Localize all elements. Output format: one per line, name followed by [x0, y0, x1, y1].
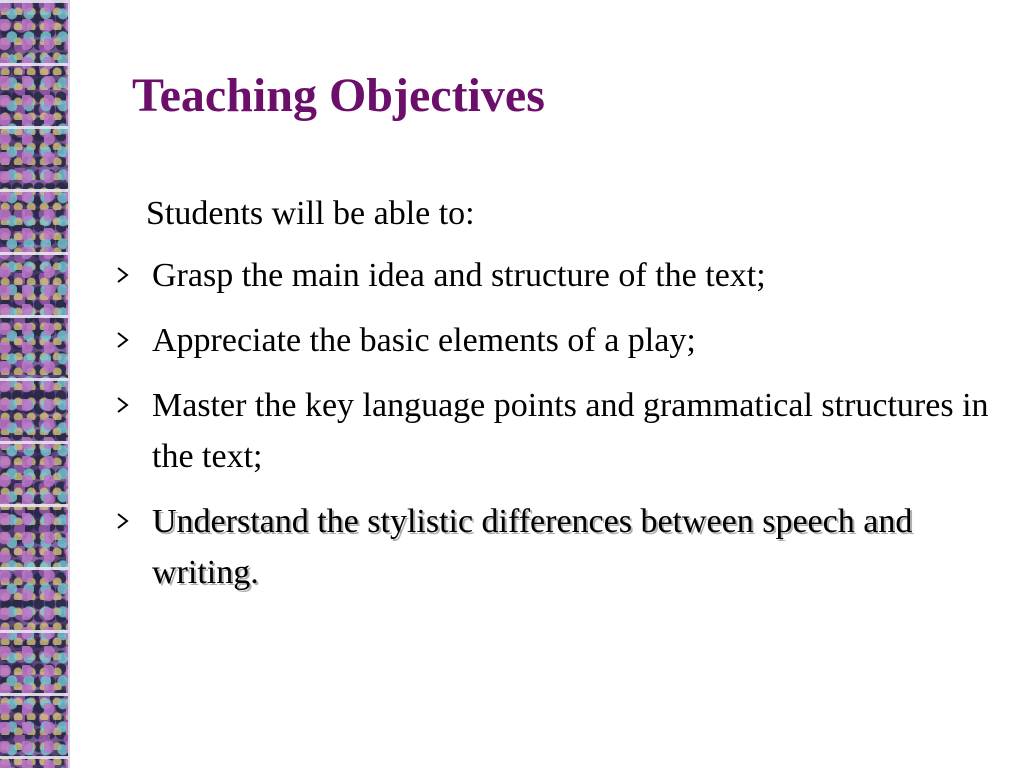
- list-item-text: Grasp the main idea and structure of the text;: [152, 257, 766, 294]
- chevron-right-icon: [112, 510, 134, 532]
- decorative-side-strip: [0, 0, 68, 768]
- list-item: [112, 315, 1002, 366]
- slide-title: Teaching Objectives: [132, 69, 545, 122]
- side-strip-divider: [68, 0, 70, 768]
- list-item: [112, 250, 1002, 301]
- chevron-right-icon: [112, 329, 134, 351]
- list-item-text: Understand the stylistic differences between speech and writing.: [152, 503, 913, 591]
- list-item: [112, 380, 1002, 482]
- list-item-text: Master the key language points and grammatical structures in the text;: [152, 387, 989, 475]
- intro-text: Students will be able to:: [146, 195, 475, 232]
- objectives-list: [112, 250, 1002, 612]
- chevron-right-icon: [112, 394, 134, 416]
- list-item-text: Appreciate the basic elements of a play;: [152, 322, 696, 359]
- list-item: [112, 496, 1002, 598]
- chevron-right-icon: [112, 264, 134, 286]
